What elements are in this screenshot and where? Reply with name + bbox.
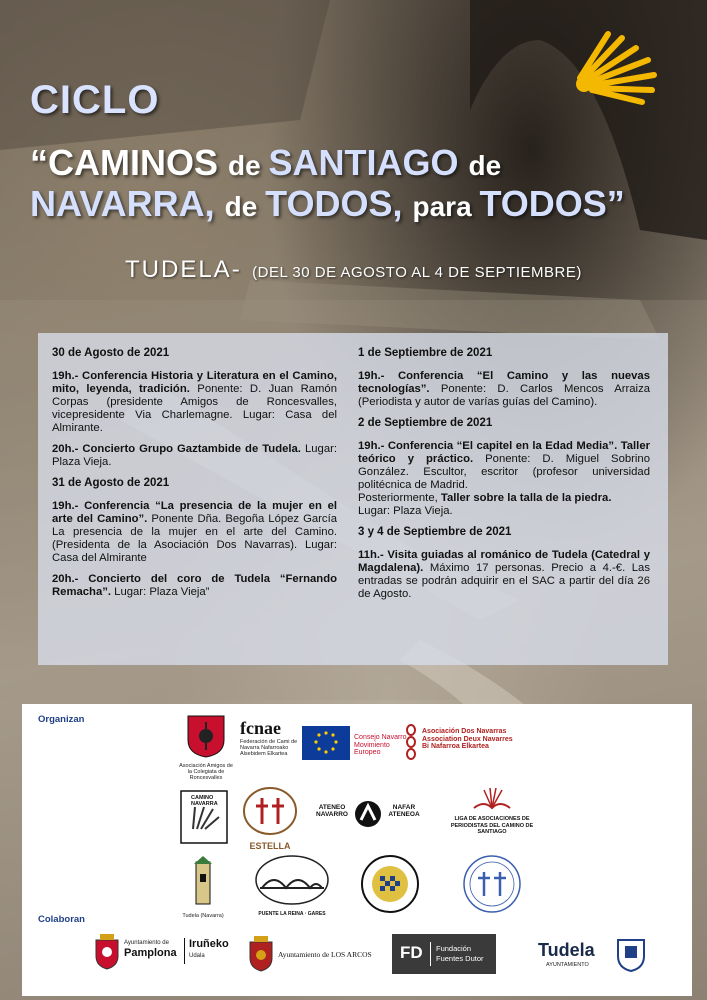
subtitle-place: TUDELA- — [125, 256, 242, 283]
title-segment: de — [468, 150, 502, 181]
tudela-shield-icon — [616, 936, 646, 972]
subtitle — [125, 256, 582, 284]
item-title: 19h.- Conferencia “El capitel en la Edad Media”. Taller teórico y práctico. — [358, 440, 650, 465]
program-item — [358, 370, 650, 409]
crosses-seal-icon — [462, 854, 522, 914]
iruneko-line1: Iruñeko — [189, 938, 229, 950]
ayuntamiento-text: AYUNTAMIENTO — [546, 962, 589, 968]
item-detail: Lugar: Plaza Vieja. — [358, 505, 453, 517]
title-segment: “CAMINOS — [30, 142, 228, 183]
program-item — [358, 549, 650, 601]
puente-text: PUENTE LA REINA · GARES — [258, 911, 326, 917]
eu-flag-icon — [302, 724, 350, 764]
dos-navarras-text: Asociación Dos Navarras Association Deux Navarres Bi Nafarroa Elkartea — [422, 728, 513, 750]
title-line-1 — [30, 142, 501, 184]
program-panel — [38, 333, 668, 665]
ateneo-mark-icon — [354, 800, 382, 828]
ateneo-text: ATENEO NAVARRO — [316, 804, 348, 818]
fd-divider — [430, 942, 431, 966]
federacion-mark: fcnae — [240, 718, 281, 738]
iruneko-line2: Udala — [189, 953, 205, 959]
estella-logo — [242, 786, 298, 851]
pamplona-divider — [184, 938, 185, 964]
pamplona-shield-icon — [94, 934, 120, 970]
tudela-big-text: Tudela — [538, 940, 595, 960]
item-detail: Ponente Dña. Begoña López García La presencia de la mujer en el arte del Camino. (Presidenta de la Asociación Dos Navarras). Lugar: Casa del Almirante — [52, 513, 337, 564]
item-detail: Ponente: D. Carlos Mencos Arraiza (Periodista y autor de varías guías del Camino). — [358, 383, 650, 408]
item-title: 19h.- Conferencia Historia y Literatura en el Camino, mito, leyenda, tradición. — [52, 370, 337, 395]
open-book-icon — [472, 786, 512, 812]
title-segment: de — [228, 150, 269, 181]
pamplona-line1: Ayuntamiento de — [124, 940, 169, 946]
program-item — [52, 573, 337, 599]
item-detail: Lugar: Plaza Vieja. — [52, 443, 337, 468]
fuentes-dutor-logo — [392, 934, 496, 974]
program-column-right — [358, 347, 650, 609]
liga-periodistas-logo — [436, 786, 548, 846]
item-title: 11h.- Visita guiadas al románico de Tudela (Catedral y Magdalena). — [358, 549, 650, 574]
date-heading: 1 de Septiembre de 2021 — [358, 347, 493, 359]
item-title: 20h.- Concierto del coro de Tudela “Fernando Remacha”. — [52, 573, 337, 598]
fd-line1: Fundación — [436, 944, 472, 953]
dos-navarras-logo — [404, 724, 514, 764]
checkered-seal-icon — [360, 854, 420, 914]
title-segment: TODOS, — [265, 183, 413, 224]
title-segment: SANTIAGO — [268, 142, 469, 183]
roncesvalles-shield-icon — [177, 714, 235, 758]
fd-mark: FD — [400, 943, 423, 962]
program-item — [52, 500, 337, 565]
subtitle-dates: (DEL 30 DE AGOSTO AL 4 DE SEPTIEMBRE) — [252, 264, 582, 281]
sanguesa-logo — [360, 854, 420, 914]
estella-seal-icon — [242, 786, 298, 836]
title-segment: para — [412, 191, 480, 222]
los-arcos-shield-icon — [248, 936, 274, 972]
estella-text: ESTELLA — [249, 841, 291, 851]
sponsors-panel — [22, 704, 692, 996]
tudela-small-text: Tudela (Navarra) — [182, 913, 224, 919]
item-detail: Lugar: Plaza Vieja” — [111, 586, 210, 598]
program-item — [52, 443, 337, 469]
date-heading: 30 de Agosto de 2021 — [52, 347, 170, 359]
roncesvalles-text: Asociación Amigos de la Colegiata de Roncesvalles — [179, 763, 233, 781]
nafar-text: NAFAR ATENEOA — [388, 804, 420, 818]
item-detail: Ponente: D. Juan Ramón Corpas (presidente Amigos de Roncesvalles, vicepresidente Via Charlemagne. Lugar: Casa del Almirante. — [52, 383, 337, 434]
amigos-camino-seal-logo — [462, 854, 522, 914]
title-segment: TODOS” — [479, 183, 625, 224]
program-item — [52, 370, 337, 435]
item-title: 19h.- Conferencia “El Camino y las nuevas tecnologías”. — [358, 370, 650, 395]
title-line-2 — [30, 183, 625, 225]
tudela-ayuntamiento-logo — [538, 934, 658, 978]
consejo-text: Consejo Navarro Movimiento Europeo — [354, 734, 407, 756]
item-title: 20h.- Concierto Grupo Gaztambide de Tudela. — [52, 443, 301, 455]
item-detail: Ponente: D. Miguel Sobrino González. Escultor, escritor (profesor universidad politécnica de Madrid. — [358, 453, 650, 491]
federacion-text: Federación de Cami de Navarra Nafarroako Alsebidem Elkartea — [240, 739, 298, 757]
camino-navarra-text: CAMINO NAVARRA — [191, 795, 218, 807]
chain-icon — [404, 724, 418, 760]
consejo-navarro-logo — [302, 724, 410, 770]
los-arcos-text: Ayuntamiento de LOS ARCOS — [278, 950, 372, 959]
pamplona-logo — [94, 932, 244, 976]
date-heading: 31 de Agosto de 2021 — [52, 477, 170, 489]
item-title: 19h.- Conferencia “La presencia de la mujer en el arte del Camino”. — [52, 500, 337, 525]
item-detail: Máximo 17 personas. Precio a 4.-€. Las entradas se podrán adquirir en el SAC a partir del día 26 de Agosto. — [358, 562, 650, 600]
title-segment: de — [224, 191, 266, 222]
pamplona-line2: Pamplona — [124, 947, 177, 959]
item-detail: Posteriormente, — [358, 492, 441, 504]
roncesvalles-logo — [177, 714, 235, 781]
date-heading: 3 y 4 de Septiembre de 2021 — [358, 526, 512, 538]
title-segment: NAVARRA, — [30, 183, 225, 224]
item-title: Taller sobre la talla de la piedra. — [440, 492, 612, 504]
organizan-label: Organizan — [38, 714, 85, 725]
tower-icon — [180, 854, 226, 908]
program-item — [358, 440, 650, 518]
ateneo-navarro-text-logo — [312, 804, 352, 834]
date-heading: 2 de Septiembre de 2021 — [358, 417, 493, 429]
liga-text: LIGA DE ASOCIACIONES DE PERIODISTAS DEL CAMINO DE SANTIAGO — [450, 816, 534, 835]
los-arcos-logo — [248, 936, 378, 976]
tudela-tower-logo — [180, 854, 226, 918]
nafar-ateneoa-text-logo — [384, 804, 424, 834]
ciclo-heading: CICLO — [30, 78, 160, 122]
fd-line2: Fuentes Dutor — [436, 954, 484, 963]
federacion-camino-logo — [240, 718, 300, 774]
colaboran-label: Colaboran — [38, 914, 85, 925]
program-column-left — [52, 347, 337, 607]
bridge-icon — [254, 854, 330, 906]
camino-navarra-logo — [179, 789, 229, 845]
scallop-shell-icon — [570, 30, 660, 105]
puente-la-reina-logo — [254, 854, 330, 918]
